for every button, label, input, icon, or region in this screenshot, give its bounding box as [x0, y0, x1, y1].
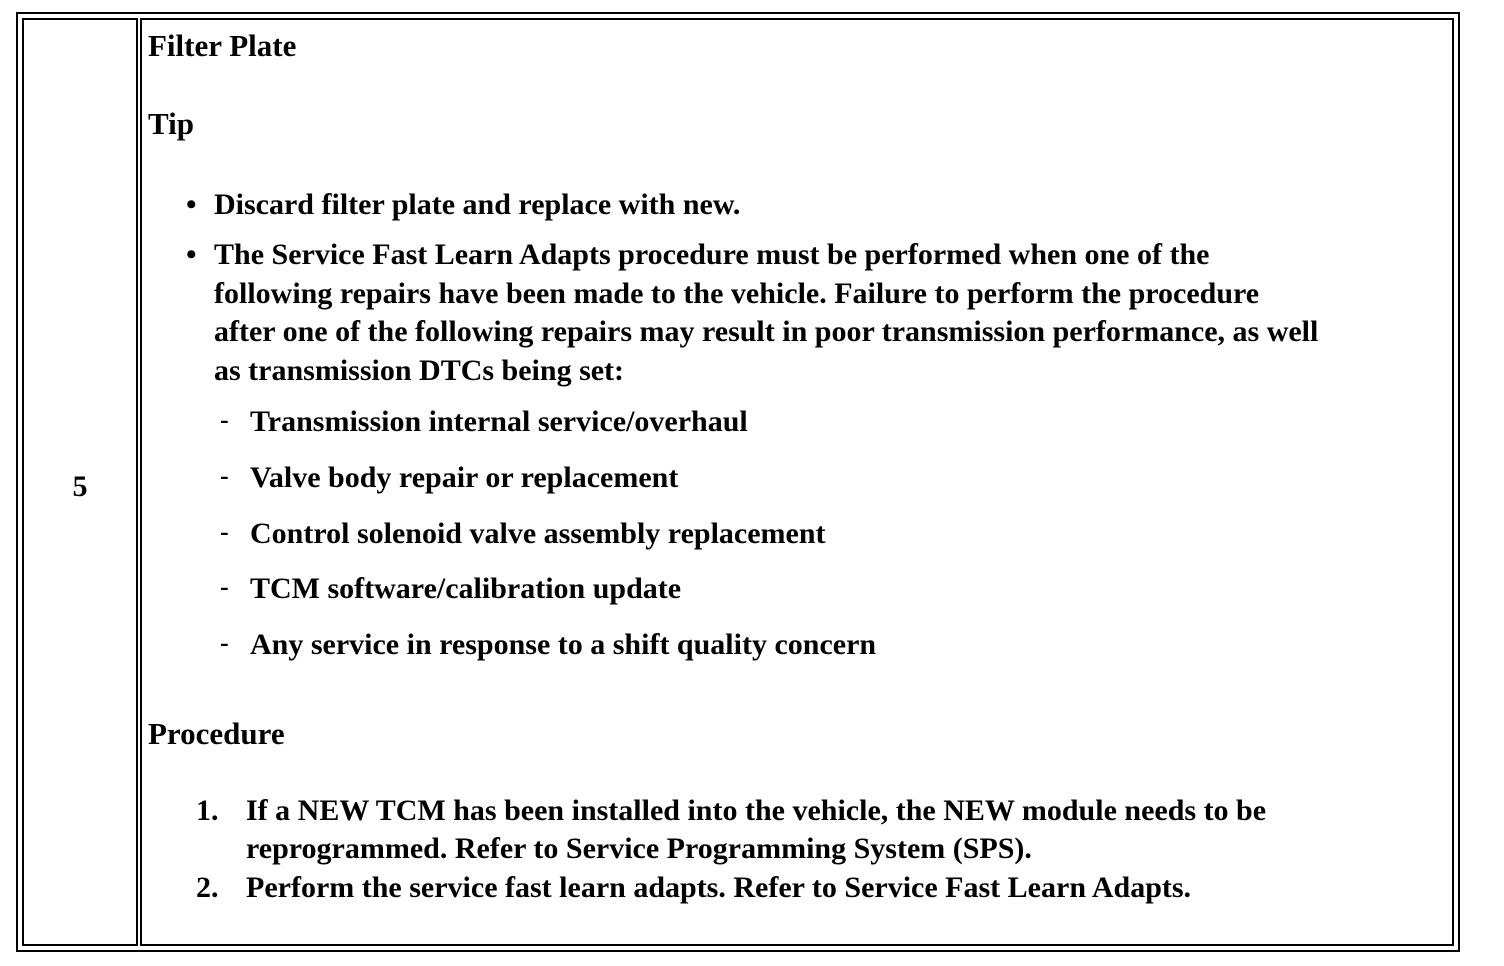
dash-marker: -	[220, 517, 229, 546]
procedure-heading: Procedure	[148, 716, 285, 751]
bullet-item-continuation: following repairs have been made to the vehicle. Failure to perform the procedure	[214, 277, 1260, 310]
dash-marker: -	[220, 405, 229, 434]
bullet-item-continuation: after one of the following repairs may result in poor transmission performance, as well	[214, 315, 1319, 348]
step-marker: 2.	[196, 871, 219, 904]
step-content-cell	[140, 18, 1454, 946]
bullet-item-continuation: as transmission DTCs being set:	[214, 354, 625, 387]
step-number-cell	[22, 18, 138, 946]
bullet-item: The Service Fast Learn Adapts procedure must be performed when one of the	[214, 238, 1210, 271]
step-marker: 1.	[196, 794, 219, 827]
dash-marker: -	[220, 461, 229, 490]
dash-marker: -	[220, 628, 229, 657]
sub-list-item: Transmission internal service/overhaul	[250, 405, 748, 438]
procedure-step: Perform the service fast learn adapts. Refer to Service Fast Learn Adapts.	[246, 871, 1192, 904]
step-number: 5	[72, 470, 88, 503]
section-title: Filter Plate	[148, 28, 297, 63]
dash-marker: -	[220, 572, 229, 601]
bullet-item: Discard filter plate and replace with new.	[214, 188, 741, 221]
tip-heading: Tip	[148, 106, 194, 141]
sub-list-item: Any service in response to a shift quality concern	[250, 628, 877, 661]
procedure-table	[16, 12, 1460, 952]
sub-list-item: Control solenoid valve assembly replacement	[250, 517, 826, 550]
procedure-step: If a NEW TCM has been installed into the vehicle, the NEW module needs to be	[246, 794, 1267, 827]
bullet-marker: •	[186, 188, 197, 221]
sub-list-item: Valve body repair or replacement	[250, 461, 679, 494]
sub-list-item: TCM software/calibration update	[250, 572, 682, 605]
procedure-step-continuation: reprogrammed. Refer to Service Programming System (SPS).	[246, 832, 1032, 865]
bullet-marker: •	[186, 238, 197, 271]
